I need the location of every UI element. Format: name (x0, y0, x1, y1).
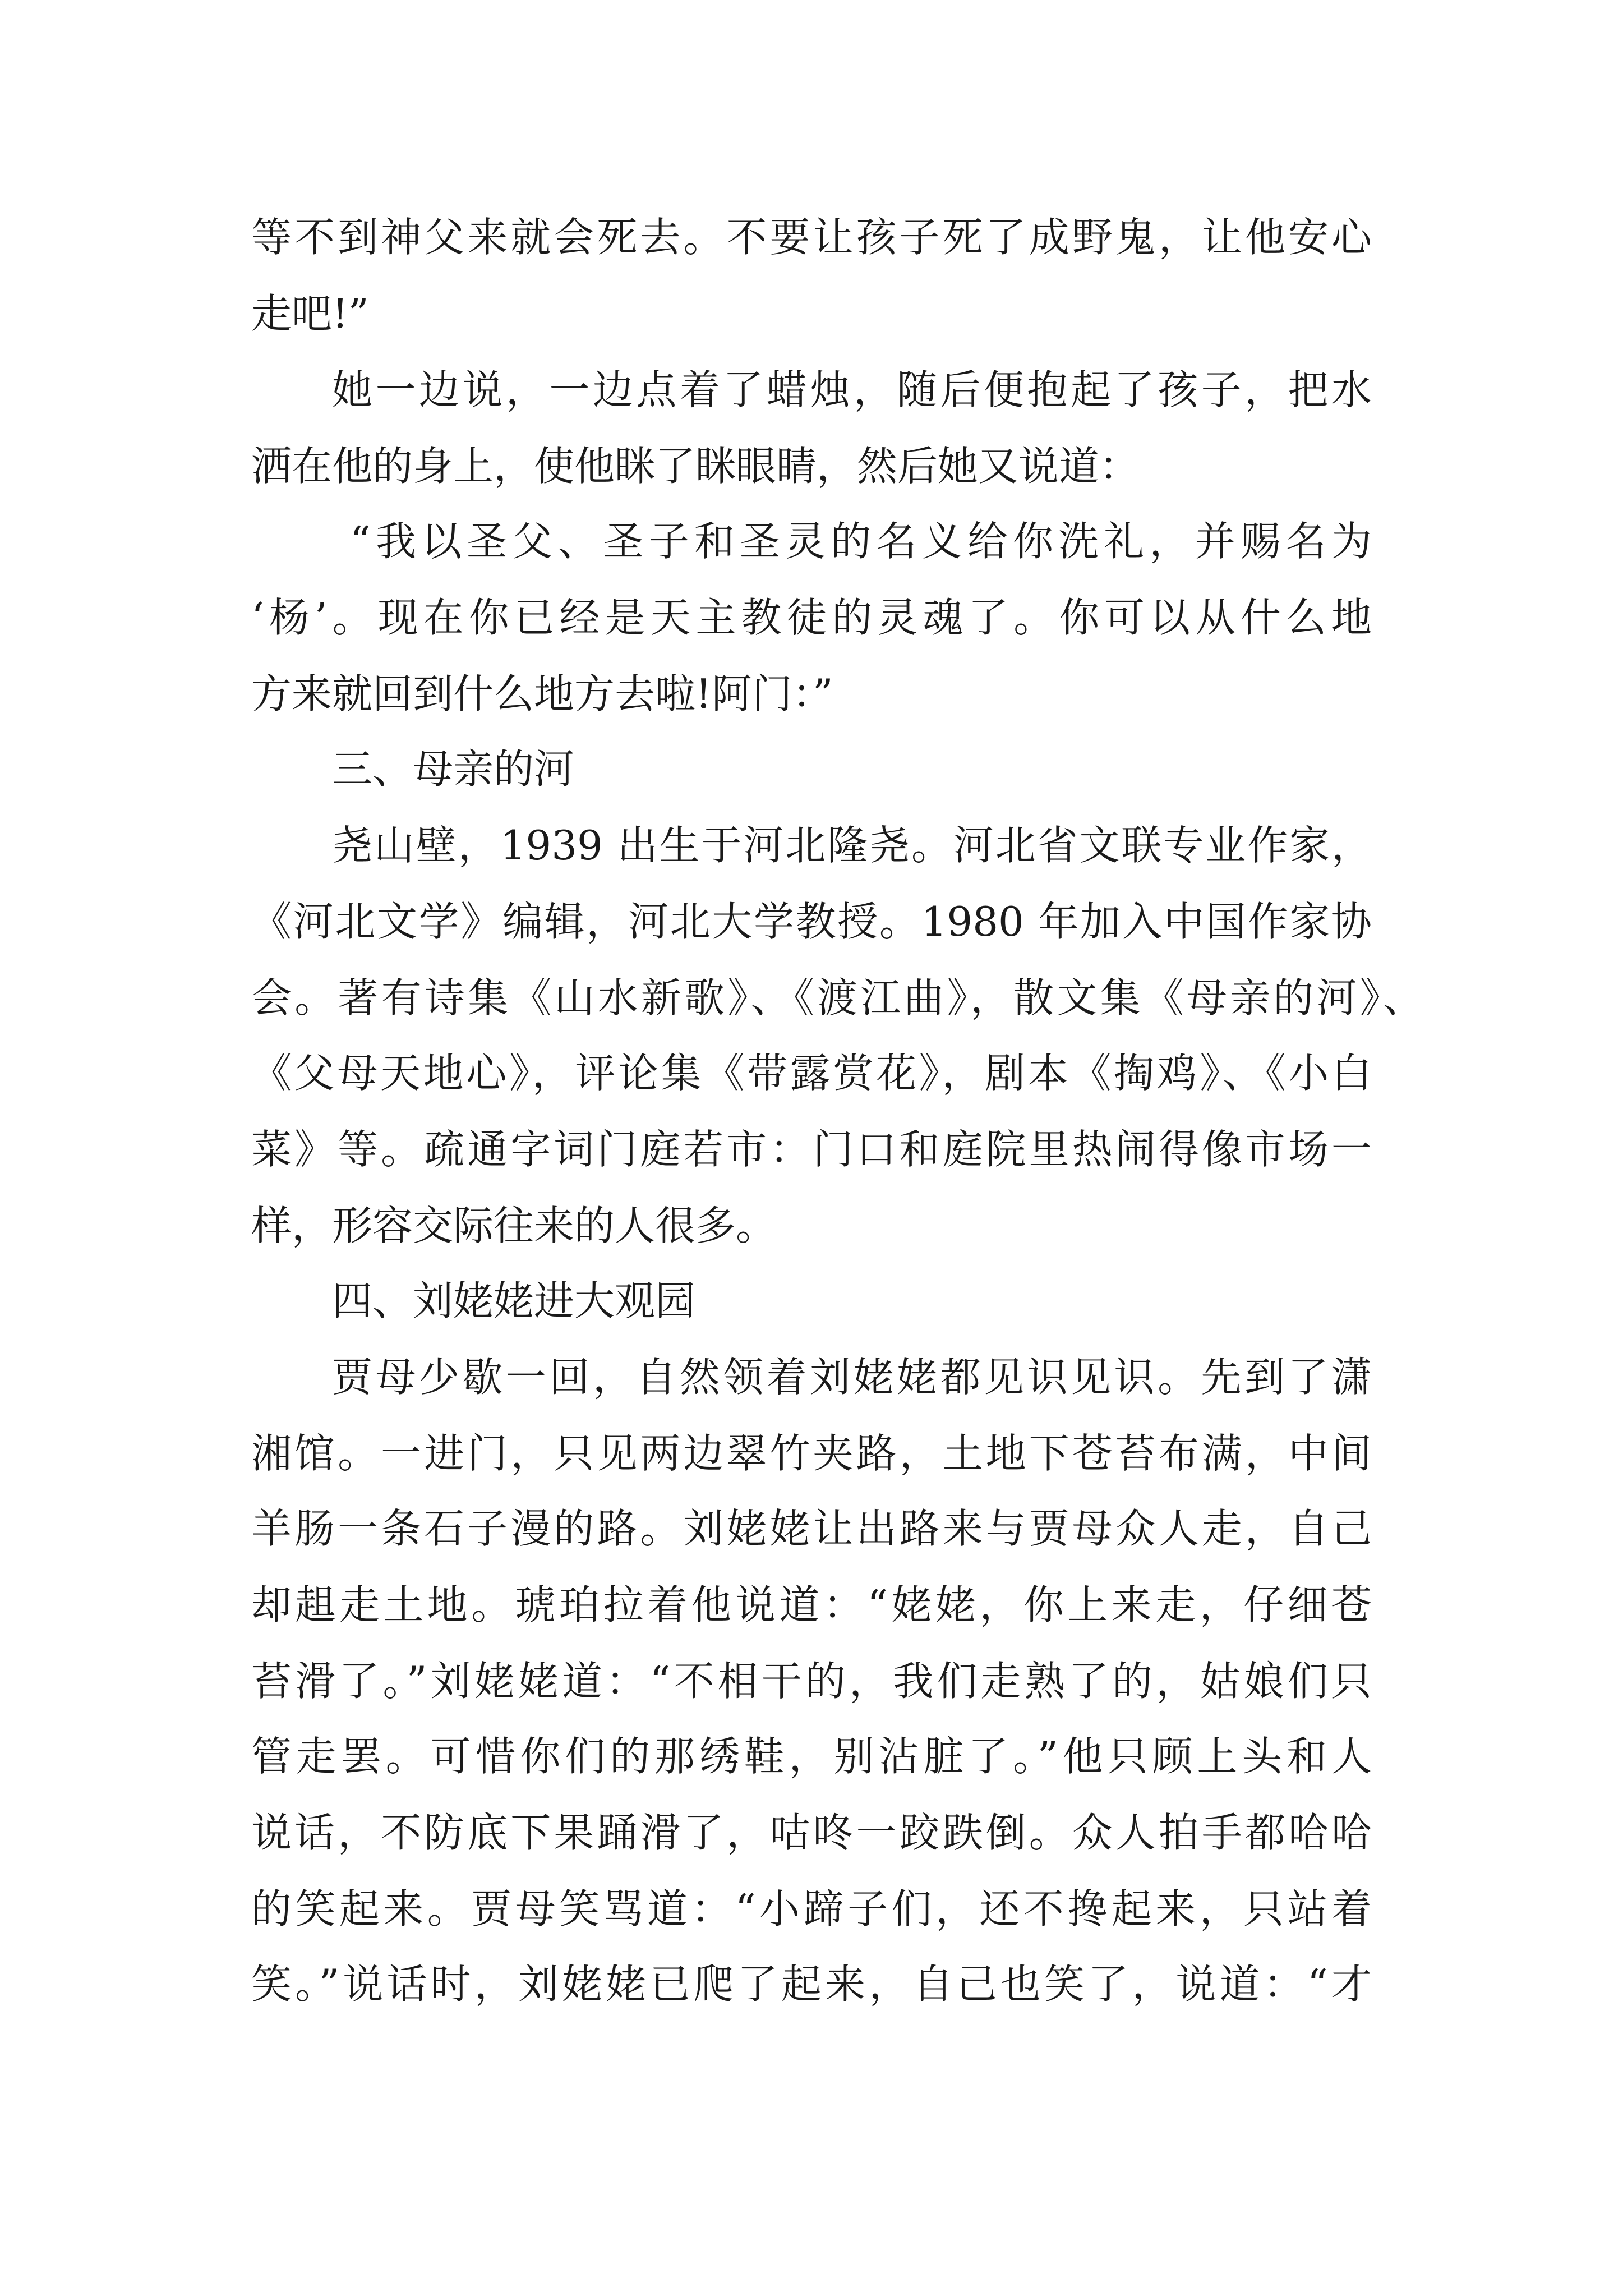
text-line: 管走罢。可惜你们的那绣鞋，别沾脏了。”他只顾上头和人 (251, 1733, 1372, 1780)
text-line: 方来就回到什么地方去啦!阿门：” (251, 670, 833, 717)
quotation-first-line: “我以圣父、圣子和圣灵的名义给你洗礼，并赐名为 (350, 518, 1372, 565)
text-line: 《河北文学》编辑，河北大学教授。1980 年加入中国作家协 (251, 898, 1372, 945)
text-line: 笑。”说话时，刘姥姥已爬了起来，自己也笑了，说道：“才 (251, 1961, 1372, 2008)
text-line: ‘杨’。现在你已经是天主教徒的灵魂了。你可以从什么地 (251, 594, 1372, 641)
text-line: 菜》等。疏通字词门庭若市：门口和庭院里热闹得像市场一 (251, 1126, 1372, 1173)
text-line: 的笑起来。贾母笑骂道：“小蹄子们，还不搀起来，只站着 (251, 1885, 1372, 1932)
text-line: 苔滑了。”刘姥姥道：“不相干的，我们走熟了的，姑娘们只 (251, 1658, 1372, 1705)
section-heading: 三、母亲的河 (332, 746, 575, 793)
text-line: 却趄走土地。琥珀拉着他说道：“姥姥，你上来走，仔细苍 (251, 1581, 1372, 1628)
text-line: 等不到神父来就会死去。不要让孩子死了成野鬼，让他安心 (251, 214, 1372, 261)
text-line: 会。著有诗集《山水新歌》、《渡江曲》，散文集《母亲的河》、 (251, 974, 1423, 1022)
text-line: 走吧!” (251, 290, 369, 337)
text-line: 洒在他的身上，使他眯了眯眼睛，然后她又说道： (251, 443, 1140, 490)
paragraph-first-line: 贾母少歇一回，自然领着刘姥姥都见识见识。先到了潇 (332, 1354, 1372, 1401)
text-line: 样，形容交际往来的人很多。 (251, 1202, 777, 1249)
text-line: 羊肠一条石子漫的路。刘姥姥让出路来与贾母众人走，自己 (251, 1505, 1372, 1552)
section-heading: 四、刘姥姥进大观园 (332, 1277, 696, 1324)
text-line: 《父母天地心》，评论集《带露赏花》，剧本《掏鸡》、《小白 (251, 1050, 1372, 1097)
text-line: 说话，不防底下果踊滑了，咕咚一跤跌倒。众人拍手都哈哈 (251, 1809, 1372, 1856)
text-line: 湘馆。一进门，只见两边翠竹夹路，土地下苍苔布满，中间 (251, 1430, 1372, 1477)
paragraph-first-line: 尧山壁，1939 出生于河北隆尧。河北省文联专业作家， (332, 822, 1372, 869)
paragraph-first-line: 她一边说，一边点着了蜡烛，随后便抱起了孩子，把水 (332, 366, 1372, 413)
